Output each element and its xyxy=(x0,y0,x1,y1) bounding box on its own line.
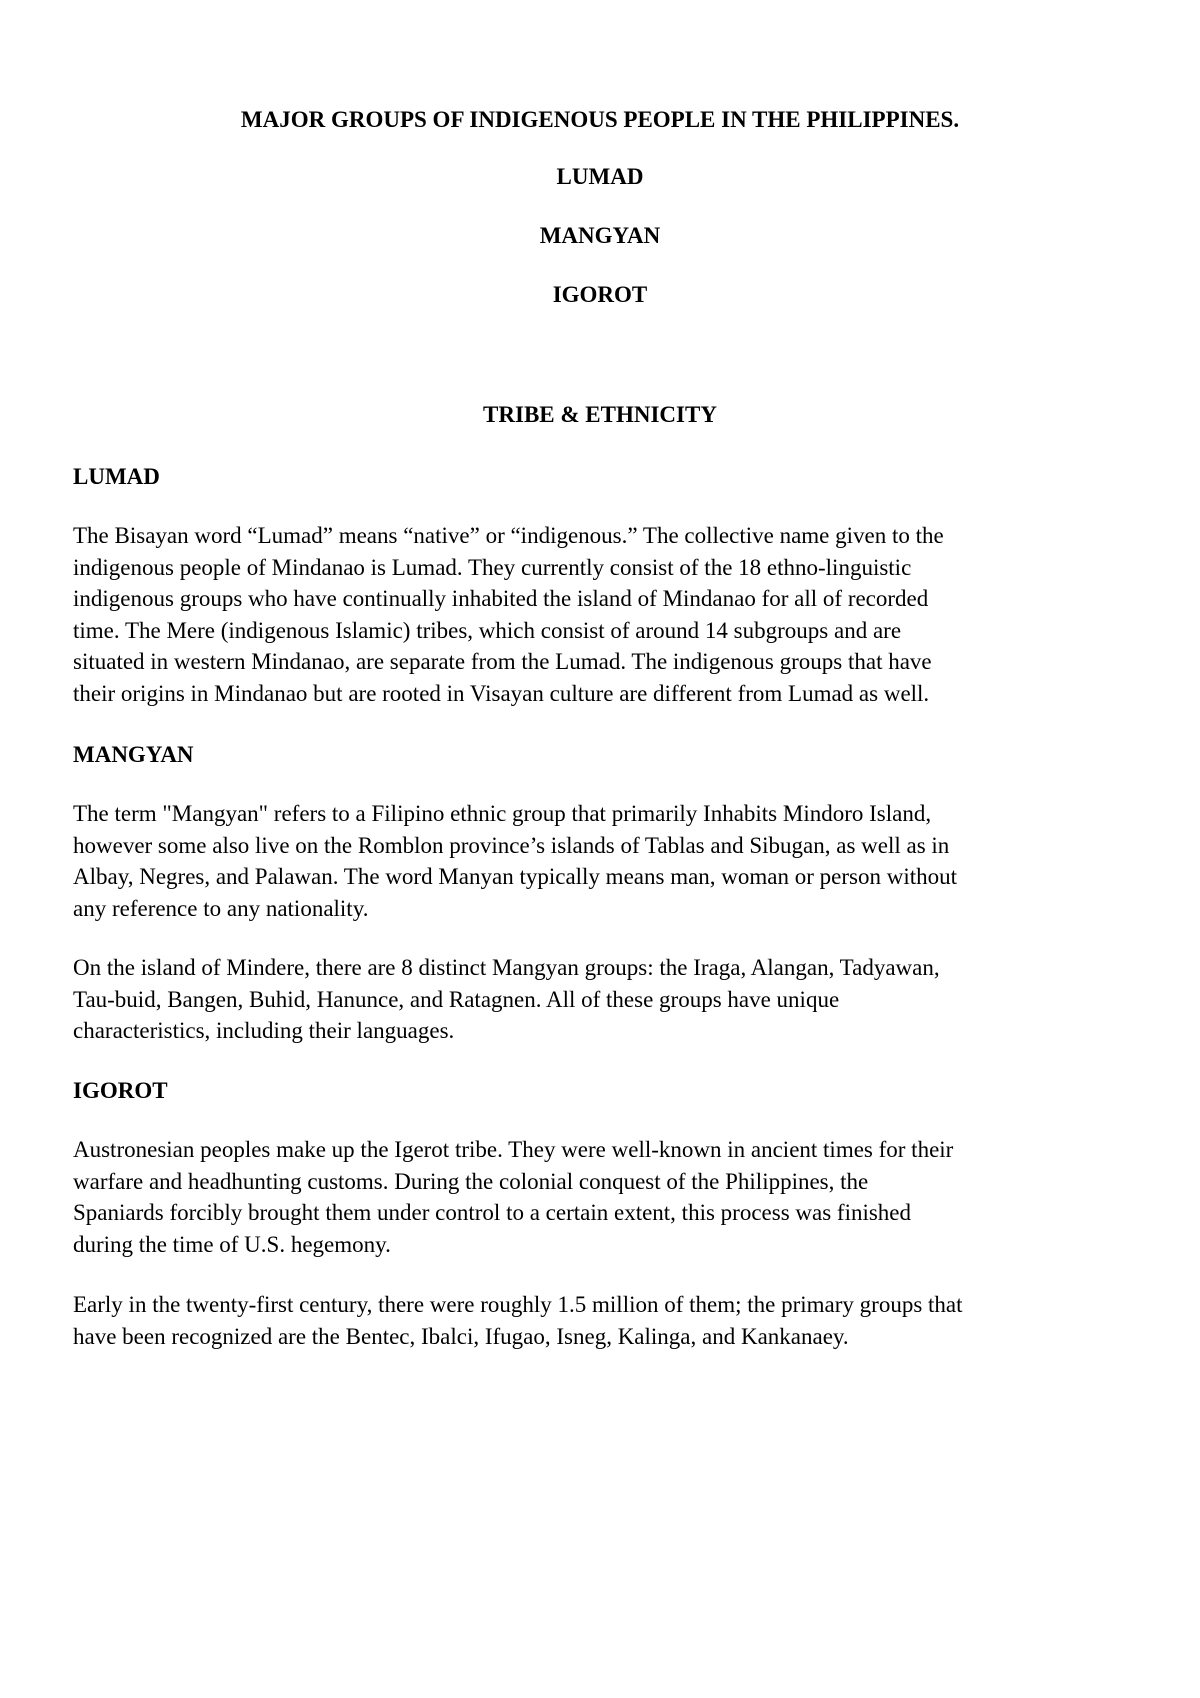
text-line: warfare and headhunting customs. During the colonial conquest of the Philippines, the xyxy=(73,1168,869,1194)
section-title: TRIBE & ETHNICITY xyxy=(483,402,717,427)
paragraph-mangyan-2 xyxy=(73,952,1143,1047)
paragraph-igorot-1 xyxy=(73,1134,1143,1260)
text-line: On the island of Mindere, there are 8 distinct Mangyan groups: the Iraga, Alangan, Tadyawan, xyxy=(73,955,940,980)
text-line: have been recognized are the Bentec, Ibalci, Ifugao, Isneg, Kalinga, and Kankanaey. xyxy=(73,1323,849,1349)
text-line: situated in western Mindanao, are separate from the Lumad. The indigenous groups that have xyxy=(73,649,932,674)
paragraph-igorot-2 xyxy=(73,1289,1143,1352)
text-line: however some also live on the Romblon province’s islands of Tablas and Sibugan, as well as in xyxy=(73,832,950,858)
main-title: MAJOR GROUPS OF INDIGENOUS PEOPLE IN THE PHILIPPINES. xyxy=(240,107,960,132)
group-list-item-lumad: LUMAD xyxy=(556,164,644,189)
text-line: time. The Mere (indigenous Islamic) tribes, which consist of around 14 subgroups and are xyxy=(73,617,902,643)
text-line: during the time of U.S. hegemony. xyxy=(73,1231,391,1257)
text-line: Spaniards forcibly brought them under control to a certain extent, this process was finished xyxy=(73,1200,912,1225)
text-line: Austronesian peoples make up the Igerot tribe. They were well-known in ancient times for their xyxy=(73,1137,954,1162)
text-line: indigenous groups who have continually inhabited the island of Mindanao for all of recorded xyxy=(73,586,929,611)
text-line: any reference to any nationality. xyxy=(73,895,369,921)
paragraph-lumad-1 xyxy=(73,520,1143,709)
section-heading-lumad: LUMAD xyxy=(73,464,160,489)
section-heading-mangyan: MANGYAN xyxy=(73,742,194,767)
text-line: Early in the twenty-first century, there were roughly 1.5 million of them; the primary groups that xyxy=(73,1292,963,1317)
text-line: indigenous people of Mindanao is Lumad. They currently consist of the 18 ethno-linguistic xyxy=(73,554,912,580)
group-list-item-mangyan: MANGYAN xyxy=(539,223,661,248)
text-line: The term "Mangyan" refers to a Filipino ethnic group that primarily Inhabits Mindoro Island, xyxy=(73,801,932,826)
text-line: The Bisayan word “Lumad” means “native” or “indigenous.” The collective name given to the xyxy=(73,523,944,548)
paragraph-mangyan-1 xyxy=(73,798,1143,924)
section-heading-igorot: IGOROT xyxy=(73,1078,168,1103)
group-list-item-igorot: IGOROT xyxy=(552,282,648,307)
text-line: characteristics, including their languages. xyxy=(73,1018,455,1043)
text-line: their origins in Mindanao but are rooted in Visayan culture are different from Lumad as well. xyxy=(73,680,930,706)
text-line: Albay, Negres, and Palawan. The word Manyan typically means man, woman or person without xyxy=(73,864,958,889)
text-line: Tau-buid, Bangen, Buhid, Hanunce, and Ratagnen. All of these groups have unique xyxy=(73,986,840,1012)
